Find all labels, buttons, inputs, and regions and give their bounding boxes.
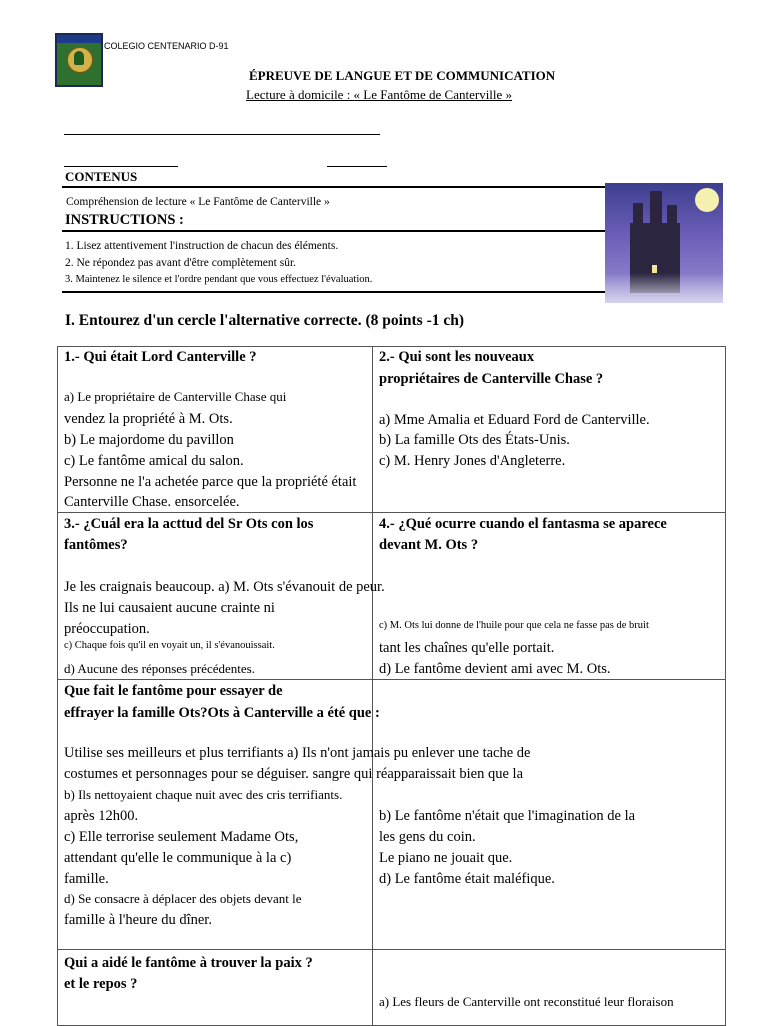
answer-text: b) Ils nettoyaient chaque nuit avec des cris terrifiants. bbox=[64, 787, 343, 802]
page-title: ÉPREUVE DE LANGUE ET DE COMMUNICATION bbox=[249, 68, 556, 83]
question-2: 2.- Qui sont les nouveaux bbox=[379, 349, 535, 365]
haunted-castle-image bbox=[605, 183, 723, 303]
question-6: Qui a aidé le fantôme à trouver la paix ? bbox=[64, 955, 313, 971]
answer-text: d) Se consacre à déplacer des objets devant le bbox=[64, 891, 302, 906]
answer-text: les gens du coin. bbox=[379, 829, 476, 845]
name-line bbox=[64, 134, 380, 135]
question-1: 1.- Qui était Lord Canterville ? bbox=[64, 349, 257, 365]
answer-text: c) M. Ots lui donne de l'huile pour que cela ne fasse pas de bruit bbox=[379, 620, 649, 631]
answer-text: c) Elle terrorise seulement Madame Ots, bbox=[64, 829, 299, 845]
question-2: propriétaires de Canterville Chase ? bbox=[379, 371, 604, 387]
answer-text: Utilise ses meilleurs et plus terrifiants a) Ils n'ont jamais pu enlever une tache de bbox=[64, 745, 531, 761]
answer-text: d) Le fantôme était maléfique. bbox=[379, 871, 555, 887]
answer-text: Ils ne lui causaient aucune crainte ni bbox=[64, 600, 275, 616]
instructions-heading: INSTRUCTIONS : bbox=[65, 212, 184, 228]
answer-text: d) Aucune des réponses précédentes. bbox=[64, 661, 255, 676]
question-3: 3.- ¿Cuál era la acttud del Sr Ots con los bbox=[64, 516, 314, 532]
answer-text: tant les chaînes qu'elle portait. bbox=[379, 640, 555, 656]
score-line bbox=[327, 166, 387, 167]
answer-text: a) Le propriétaire de Canterville Chase qui bbox=[64, 389, 287, 404]
answer-text: c) Chaque fois qu'il en voyait un, il s'évanouissait. bbox=[64, 640, 275, 651]
question-4: 4.- ¿Qué ocurre cuando el fantasma se aparece bbox=[379, 516, 667, 532]
question-4: devant M. Ots ? bbox=[379, 537, 479, 553]
answer-text: a) Les fleurs de Canterville ont reconstitué leur floraison bbox=[379, 994, 674, 1009]
contenus-item: Compréhension de lecture « Le Fantôme de Canterville » bbox=[66, 196, 330, 208]
question-3: fantômes? bbox=[64, 537, 128, 553]
answer-text: d) Le fantôme devient ami avec M. Ots. bbox=[379, 661, 611, 677]
page-subtitle: Lecture à domicile : « Le Fantôme de Canterville » bbox=[246, 87, 513, 102]
answer-text: vendez la propriété à M. Ots. bbox=[64, 411, 233, 427]
answer-text: Personne ne l'a achetée parce que la propriété était bbox=[64, 474, 357, 490]
instruction-item: 3. Maintenez le silence et l'ordre pendant que vous effectuez l'évaluation. bbox=[65, 274, 373, 285]
answer-text: famille. bbox=[64, 871, 109, 887]
answer-text: préoccupation. bbox=[64, 621, 150, 637]
answer-text: c) M. Henry Jones d'Angleterre. bbox=[379, 453, 566, 469]
question-6: et le repos ? bbox=[64, 976, 138, 992]
instruction-item: 1. Lisez attentivement l'instruction de chacun des éléments. bbox=[65, 240, 339, 252]
answer-text: famille à l'heure du dîner. bbox=[64, 912, 212, 928]
section-title: I. Entourez d'un cercle l'alternative correcte. (8 points -1 ch) bbox=[65, 312, 465, 329]
answer-text: après 12h00. bbox=[64, 808, 139, 824]
question-5: effrayer la famille Ots?Ots à Canterville a été que : bbox=[64, 705, 380, 721]
instruction-item: 2. Ne répondez pas avant d'être complètement sûr. bbox=[65, 257, 297, 269]
answer-text: attendant qu'elle le communique à la c) bbox=[64, 850, 292, 866]
answer-text: Le piano ne jouait que. bbox=[379, 850, 513, 866]
answer-text: a) Mme Amalia et Eduard Ford de Canterville. bbox=[379, 412, 650, 428]
answer-text: Je les craignais beaucoup. a) M. Ots s'évanouit de peur. bbox=[64, 579, 385, 595]
answer-text: b) Le fantôme n'était que l'imagination de la bbox=[379, 808, 636, 824]
school-logo bbox=[55, 33, 103, 87]
school-name: COLEGIO CENTENARIO D-91 bbox=[104, 41, 229, 51]
date-line bbox=[64, 166, 178, 167]
answer-text: costumes et personnages pour se déguiser. sangre qui réapparaissait bien que la bbox=[64, 766, 524, 782]
answer-text: b) Le majordome du pavillon bbox=[64, 432, 234, 448]
contenus-heading: CONTENUS bbox=[65, 169, 138, 184]
question-5: Que fait le fantôme pour essayer de bbox=[64, 683, 283, 699]
answer-text: b) La famille Ots des États-Unis. bbox=[379, 432, 570, 448]
answer-text: Canterville Chase. ensorcelée. bbox=[64, 494, 240, 510]
answer-text: c) Le fantôme amical du salon. bbox=[64, 453, 244, 469]
